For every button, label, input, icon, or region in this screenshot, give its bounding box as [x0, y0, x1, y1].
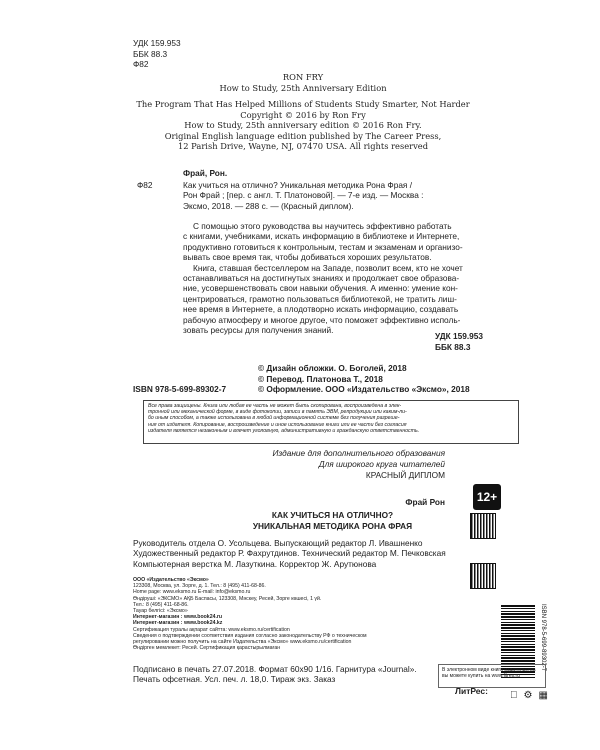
author-heading: Фрай, Рон.	[183, 168, 228, 178]
litres-logo: ЛитРес:	[455, 686, 488, 696]
russian-title: КАК УЧИТЬСЯ НА ОТЛИЧНО? УНИКАЛЬНАЯ МЕТОДИКА РОНА ФРАЯ	[252, 510, 413, 531]
qr-caption	[455, 515, 495, 527]
age-rating-badge: 12+	[473, 484, 501, 510]
copyright-block: © Дизайн обложки. О. Боголей, 2018 © Перевод. Платонова Т., 2018 © Оформление. ООО «Издательство «Эксмо», 2018	[258, 363, 470, 394]
print-info: Подписано в печать 27.07.2018. Формат 60x90 1/16. Гарнитура «Journal». Печать офсетная. Усл. печ. л. 18,0. Тираж экз. Заказ	[133, 664, 417, 685]
litres-note-box: В электронном виде книги издательства вы можете купить на www.litres.ru	[438, 664, 546, 688]
android-icon: ⚙	[516, 690, 525, 701]
annotation-text: С помощью этого руководства вы научитесь эффективно работать с книгами, учебниками, искать информацию в библиотеке и Интернете, продуктивно готовиться к контрольным, тестам и экзаменам и организо- вывать свое время так, чтобы добиваться хороших результатов. Книга, ставшая бестселлером на Западе, позволит всем, кто не хочет останавливаться на достигнутых знаниях и продолжает свое образова- ние, усовершенствовать свои навыки обучения. А именно: умение кон- центрироваться, грамотно пользоваться библиотекой, не тратить лиш- нее время в Интернете, а плодотворно искать информацию, создавать рабочую атмосферу и многое другое, что поможет эффективно исполь- зовать ресурсы для получения знаний.	[183, 221, 463, 336]
udk-top: УДК 159.953 ББК 88.3 Ф82	[133, 38, 181, 69]
foreign-title-block: RON FRY How to Study, 25th Anniversary Edition The Program That Has Helped Millions of Students Study Smarter, Not Harder Copyright © 2016 by Ron Fry How to Study, 25th anniversary edition © 2016 Ron Fry. Original English language edition published by The Career Press, 12 Parish Drive, Wayne, NJ, 07470 USA. All rights reserved	[136, 72, 470, 151]
windows-icon: ▦	[530, 690, 541, 701]
series-name: КРАСНЫЙ ДИПЛОМ	[365, 470, 445, 480]
rights-notice: Все права защищены. Книга или любая ее часть не может быть скопирована, воспроизведена в элек- тронной или механической форме, в виде фотокопии, записи в память ЭВМ, репродукции или каким-ли- бо иным способом, а также использована в любой информационной системе без получения разреше- ния от издателя. Копирование, воспроизведение и иное использование книги или ее части без согласия издателя является незаконным и влечет уголовную, административную и гражданскую ответственность.	[143, 400, 519, 444]
edition-info: Издание для дополнительного образования Для широкого круга читателей	[272, 448, 445, 469]
isbn-main: ISBN 978-5-699-89302-7	[133, 384, 227, 394]
staff-credits: Руководитель отдела О. Усольцева. Выпускающий редактор Л. Ивашненко Художественный редактор Р. Фахрутдинов. Технический редактор М. Печковская Компьютерная верстка М. Лазуткина. Корректор Ж. Арутюнова	[133, 538, 446, 569]
author-short: Фрай Рон	[405, 497, 445, 507]
qr-code-2	[470, 563, 496, 589]
platform-icons	[510, 690, 548, 701]
barcode-text: ISBN 978-5-699-89302-7	[540, 604, 546, 672]
udk-bbk-right: УДК 159.953 ББК 88.3	[435, 331, 484, 352]
f82-label: Ф82	[137, 180, 153, 190]
bibliographic-entry: Как учиться на отлично? Уникальная методика Рона Фрая / Рон Фрай ; [пер. с англ. Т. Платоновой]. — 7-е изд. — Москва : Эксмо, 2018. — 288 с. — (Красный диплом).	[183, 180, 424, 211]
apple-icon	[510, 690, 518, 701]
publisher-info: ООО «Издательство «Эксмо» 123308, Москва, ул. Зорге, д. 1. Тел.: 8 (495) 411-68-86. Home page: www.eksmo.ru E-mail: info@eksmo.ru Өндіруші: «ЭКСМО» АҚБ Баспасы, 123308, Мәскеу, Ресей, Зорге көшесі, 1 үй. Тел.: 8 (495) 411-68-86. Тауар белгісі: «Эксмо» Интернет-магазин : www.book24.ru Интернет-магазин : www.book24.kz Сертификация туралы ақпарат сайтта: www.eksmo.ru/certification Сведения о подтверждении соответствия издания согласно законодательству РФ о техническом регулировании можно получить на сайте Издательства «Эксмо» www.eksmo.ru/certification Өндірген мемлекет: Ресей. Сертификация қарастырылмаған	[133, 577, 367, 652]
